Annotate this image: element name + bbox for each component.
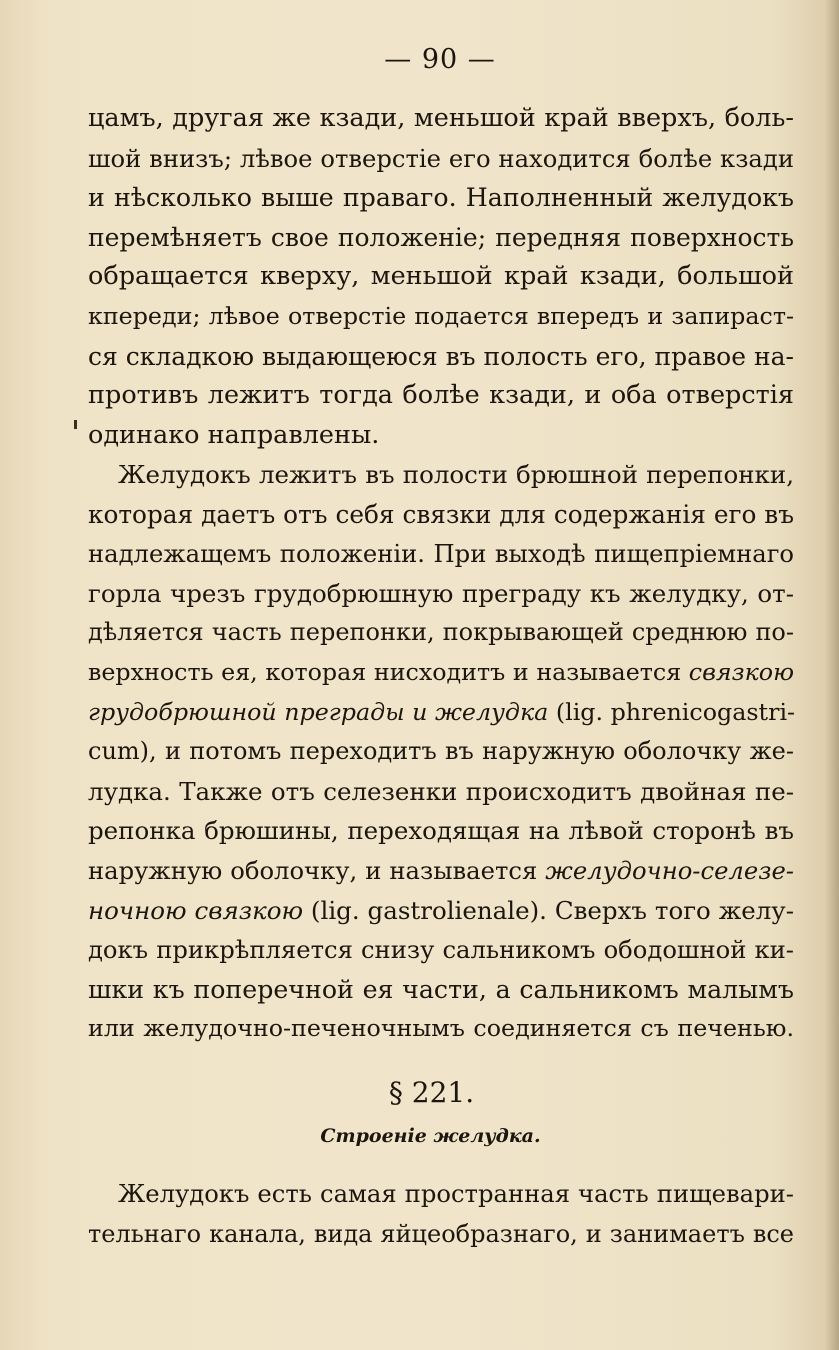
paragraph-stomach-structure (88, 1173, 794, 1255)
italic-term: ночною связкою (88, 895, 304, 925)
text-line: cum), и потомъ переходитъ въ наружную оболочку же- (88, 737, 794, 766)
text-line: тельнаго канала, вида яйцеобразнаго, и занимаетъ все (88, 1220, 794, 1248)
paragraph-continued (88, 99, 794, 455)
text-line: шой внизъ; лѣвое отверстіе его находится болѣе кзади (88, 143, 794, 173)
text-line (88, 693, 794, 733)
text-line: или желудочно-печеночнымъ соединяется съ печенью. (88, 1014, 794, 1043)
text-line: шки къ поперечной ея части, а сальникомъ малымъ (88, 974, 794, 1004)
page-edge-shadow (825, 0, 839, 1350)
text-line: лудка. Также отъ селезенки происходитъ двойная пе- (88, 776, 794, 806)
text-line: дѣляется часть перепонки, покрывающей среднюю по- (88, 618, 794, 647)
italic-term: связкою (688, 657, 794, 686)
text-segment: верхность ея, которая нисходитъ и называется (88, 657, 689, 686)
italic-term: грудобрюшной преграды и желудка (88, 697, 549, 726)
text-line: и нѣсколько выше праваго. Наполненный желудокъ (88, 183, 794, 213)
text-line: ся складкою выдающеюся въ полость его, правое на- (88, 341, 794, 371)
text-line (88, 653, 794, 693)
text-line: Желудокъ лежитъ въ полости брюшной перепонки, (118, 460, 794, 489)
text-line: противъ лежитъ тогда болѣе кзади, и оба отверстія (88, 380, 794, 411)
margin-mark (74, 420, 77, 429)
text-line: обращается кверху, меньшой край кзади, большой (88, 261, 794, 292)
text-line: надлежащемъ положеніи. При выходѣ пищепріемнаго (88, 539, 794, 569)
text-segment: (lig. gastrolienale). Сверхъ того желу- (303, 895, 794, 925)
text-line: репонка брюшины, переходящая на лѣвой сторонѣ въ (88, 816, 794, 846)
paragraph-stomach-position (88, 455, 794, 1049)
text-segment: наружную оболочку, и называется (88, 855, 546, 885)
text-line (88, 851, 794, 891)
text-line: цамъ, другая же кзади, меньшой край вверхъ, боль- (88, 103, 794, 133)
text-line: одинако направлены. (88, 419, 380, 450)
text-line (88, 891, 794, 931)
italic-term: желудочно-селезе- (545, 855, 794, 885)
text-line: которая даетъ отъ себя связки для содержанія его въ (88, 499, 794, 529)
text-line: перемѣняетъ свое положеніе; передняя поверхность (88, 222, 794, 252)
text-segment: (lig. phrenicogastri- (548, 697, 796, 726)
text-line: горла чрезъ грудобрюшную преграду къ желудку, от- (88, 578, 794, 608)
section-number: § 221. (388, 1076, 475, 1109)
section-title: Строеніе желудка. (320, 1125, 541, 1147)
text-line: кпереди; лѣвое отверстіе подается впередъ и запираст- (88, 301, 794, 330)
page-number: — 90 — (384, 44, 496, 75)
text-line: Желудокъ есть самая пространная часть пищевари- (118, 1179, 794, 1208)
text-line: докъ прикрѣпляется снизу сальникомъ ободошной ки- (88, 935, 794, 965)
